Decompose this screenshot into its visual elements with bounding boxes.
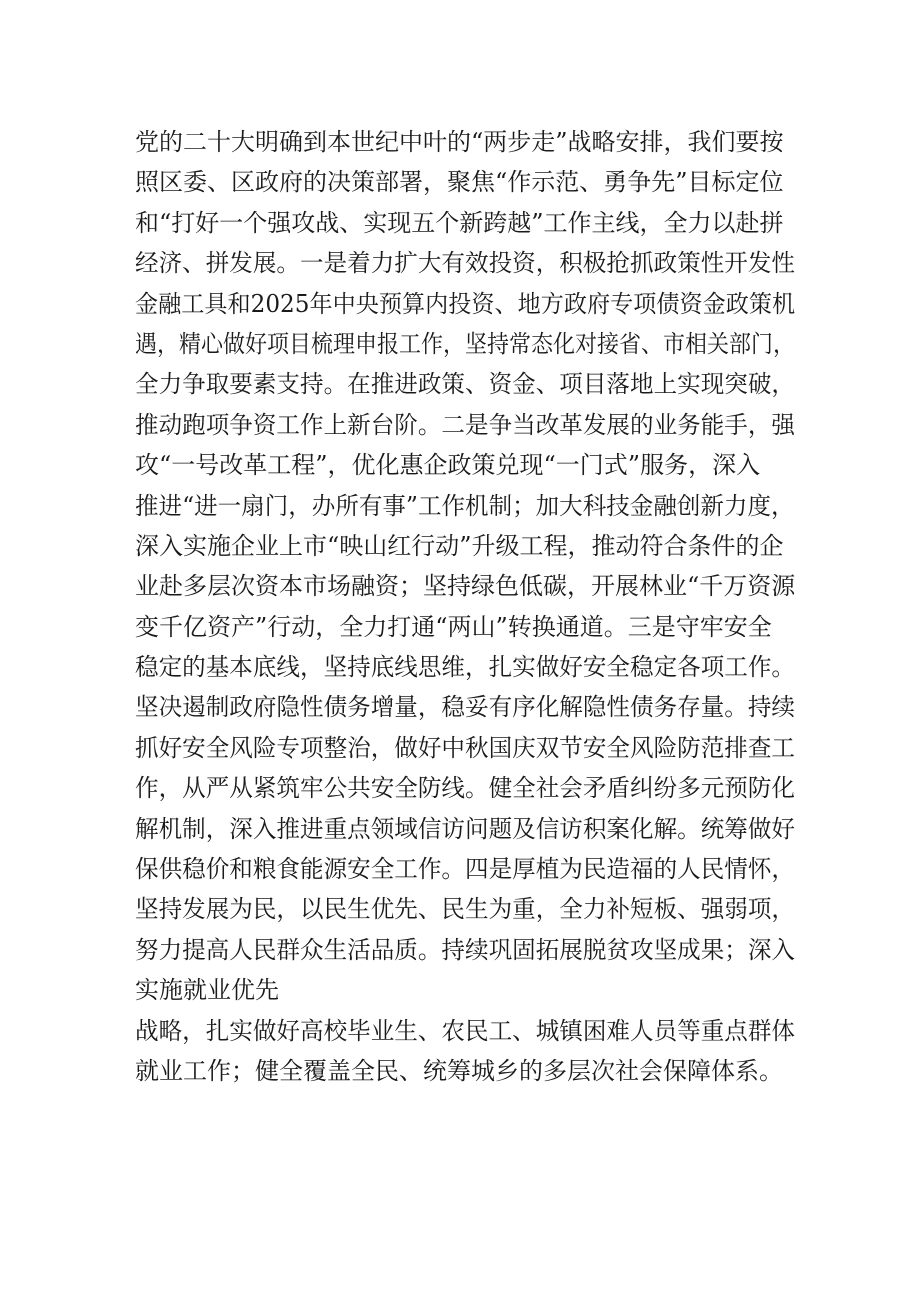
text-line-24: 就业工作；健全覆盖全民、统筹城乡的多层次社会保障体系。: [135, 1056, 783, 1085]
text-line-8: 推动跑项争资工作上新台阶。二是争当改革发展的业务能手，强: [135, 410, 795, 439]
text-line-11: 深入实施企业上市“映山红行动”升级工程，推动符合条件的企: [135, 531, 784, 560]
text-line-23: 战略，扎实做好高校毕业生、农民工、城镇困难人员等重点群体: [135, 1016, 795, 1045]
text-line-12: 业赴多层次资本市场融资；坚持绿色低碳，开展林业“千万资源: [135, 572, 796, 601]
text-line-13: 变千亿资产”行动，全力打通“两山”转换通道。三是守牢安全: [135, 612, 772, 641]
text-line-10: 推进“进一扇门，办所有事”工作机制；加大科技金融创新力度，: [135, 491, 795, 520]
text-line-6: 遇，精心做好项目梳理申报工作，坚持常态化对接省、市相关部门，: [135, 329, 795, 358]
text-line-15: 坚决遏制政府隐性债务增量，稳妥有序化解隐性债务存量。持续: [135, 693, 795, 722]
text-line-7: 全力争取要素支持。在推进政策、资金、项目落地上实现突破，: [135, 370, 795, 399]
text-line-16: 抓好安全风险专项整治，做好中秋国庆双节安全风险防范排查工: [135, 733, 795, 762]
text-line-9: 攻“一号改革工程”，优化惠企政策兑现“一门式”服务，深入: [135, 451, 761, 480]
body-paragraph: [135, 122, 795, 1091]
text-line-19: 保供稳价和粮食能源安全工作。四是厚植为民造福的人民情怀，: [135, 855, 795, 884]
text-line-18: 解机制，深入推进重点领域信访问题及信访积案化解。统筹做好: [135, 814, 795, 843]
text-line-3: 和“打好一个强攻战、实现五个新跨越”工作主线，全力以赴拼: [135, 208, 784, 237]
text-line-2: 照区委、区政府的决策部署，聚焦“作示范、勇争先”目标定位: [135, 168, 784, 197]
text-line-5: 金融工具和2025年中央预算内投资、地方政府专项债资金政策机: [135, 289, 796, 318]
text-line-14: 稳定的基本底线，坚持底线思维，扎实做好安全稳定各项工作。: [135, 653, 795, 682]
text-line-21: 努力提高人民群众生活品质。持续巩固拓展脱贫攻坚成果；深入: [135, 935, 795, 964]
text-line-1: 党的二十大明确到本世纪中叶的“两步走”战略安排，我们要按: [135, 128, 784, 156]
text-line-17: 作，从严从紧筑牢公共安全防线。健全社会矛盾纠纷多元预防化: [135, 774, 795, 803]
text-line-22: 实施就业优先: [135, 976, 279, 1005]
text-line-20: 坚持发展为民，以民生优先、民生为重，全力补短板、强弱项，: [135, 895, 795, 924]
text-line-4: 经济、拼发展。一是着力扩大有效投资，积极抢抓政策性开发性: [135, 249, 795, 278]
